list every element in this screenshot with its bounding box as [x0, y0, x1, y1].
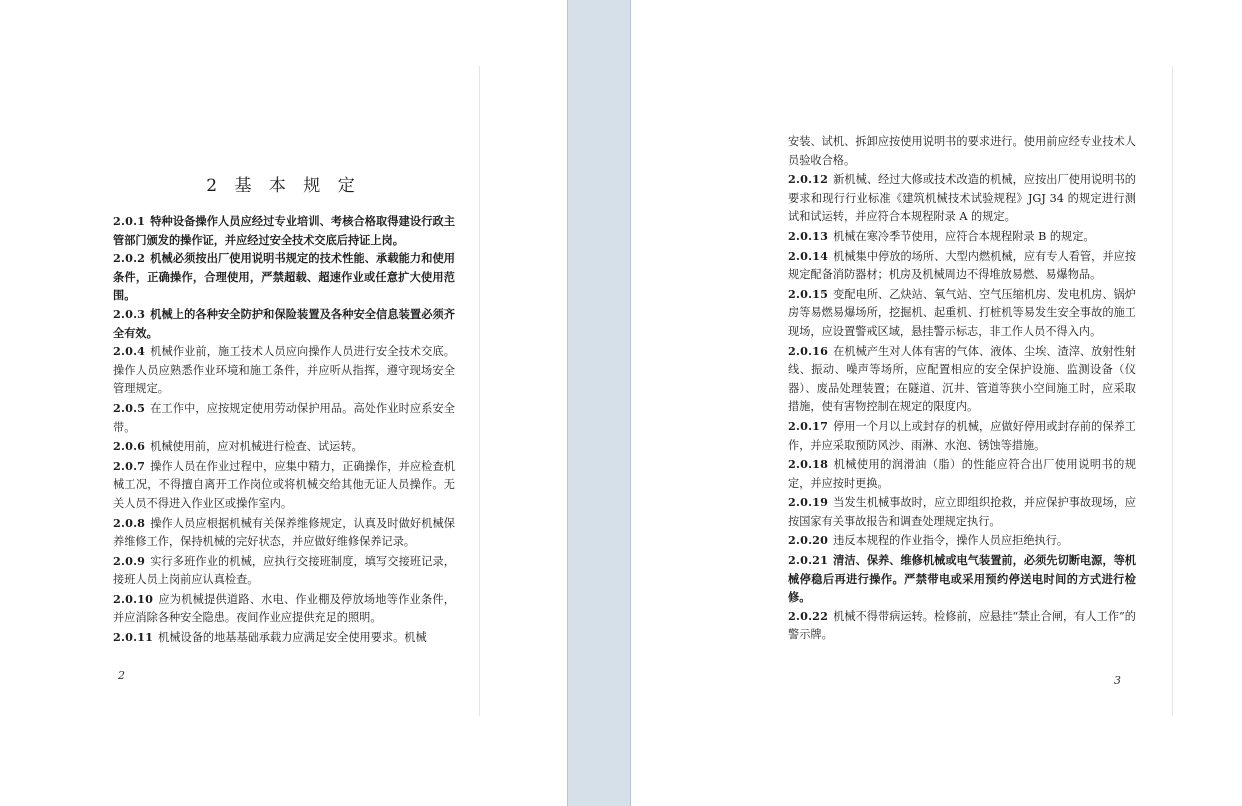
clause-text: 当发生机械事故时，应立即组织抢救，并应保护事故现场，应按国家有关事故报告和调查处理规定执行。	[788, 496, 1136, 528]
clause-text: 机械必须按出厂使用说明书规定的技术性能、承载能力和使用条件，正确操作，合理使用，严禁超载、超速作业或任意扩大使用范围。	[113, 251, 455, 303]
clause-2-0-10: 2.0.10 应为机械提供道路、水电、作业棚及停放场地等作业条件，并应消除各种安全隐患。夜间作业应提供充足的照明。	[113, 591, 455, 625]
clause-text: 机械作业前，施工技术人员应向操作人员进行安全技术交底。操作人员应熟悉作业环境和施工条件，并应听从指挥，遵守现场安全管理规定。	[113, 345, 455, 396]
chapter-heading: 2 基 本 规 定	[206, 176, 361, 196]
page-number-left: 2	[118, 669, 125, 682]
page-number-right: 3	[1114, 674, 1121, 687]
page-right	[631, 0, 1242, 806]
clause-2-0-13: 2.0.13 机械在寒冷季节使用，应符合本规程附录 B 的规定。	[788, 228, 1095, 243]
clause-2-0-18: 2.0.18 机械使用的润滑油（脂）的性能应符合出厂使用说明书的规定，并应按时更换。	[788, 457, 1136, 490]
clause-text: 机械使用前，应对机械进行检查、试运转。	[150, 440, 363, 454]
clause-text: 机械不得带病运转。检修前，应悬挂“禁止合闸，有人工作”的警示牌。	[788, 609, 1136, 642]
clause-2-0-15: 2.0.15 变配电所、乙炔站、氧气站、空气压缩机房、发电机房、锅炉房等易燃易爆场所，挖掘机、起重机、打桩机等易发生安全事故的施工现场，应设置警戒区域，悬挂警示标志，非工作人员不得入内。	[788, 286, 1136, 338]
clause-2-0-22: 2.0.22 机械不得带病运转。检修前，应悬挂“禁止合闸，有人工作”的警示牌。	[788, 608, 1136, 642]
page-left	[0, 0, 567, 806]
clause-2-0-6: 2.0.6 机械使用前，应对机械进行检查、试运转。	[113, 439, 363, 454]
viewer-gutter	[567, 0, 631, 806]
clause-text: 机械设备的地基基础承载力应满足安全使用要求。机械	[158, 631, 427, 645]
clause-text: 在工作中，应按规定使用劳动保护用品。高处作业时应系安全带。	[113, 401, 455, 434]
clause-2-0-4: 2.0.4 机械作业前，施工技术人员应向操作人员进行安全技术交底。操作人员应熟悉作业环境和施工条件，并应听从指挥，遵守现场安全管理规定。	[113, 344, 455, 396]
clause-2-0-2: 2.0.2 机械必须按出厂使用说明书规定的技术性能、承载能力和使用条件，正确操作，合理使用，严禁超载、超速作业或任意扩大使用范围。	[113, 251, 455, 303]
clause-text: 机械上的各种安全防护和保险装置及各种安全信息装置必须齐全有效。	[113, 306, 455, 340]
clause-2-0-5: 2.0.5 在工作中，应按规定使用劳动保护用品。高处作业时应系安全带。	[113, 400, 455, 434]
clause-text: 应为机械提供道路、水电、作业棚及停放场地等作业条件，并应消除各种安全隐患。夜间作业应提供充足的照明。	[113, 592, 455, 625]
clause-2-0-1: 2.0.1 特种设备操作人员应经过专业培训、考核合格取得建设行政主管部门颁发的操作证，并应经过安全技术交底后持证上岗。	[113, 214, 455, 247]
clause-text: 操作人员在作业过程中，应集中精力，正确操作，并应检查机械工况，不得擅自离开工作岗位或将机械交给其他无证人员操作。无关人员不得进入作业区或操作室内。	[113, 459, 455, 510]
clause-text: 违反本规程的作业指令，操作人员应拒绝执行。	[833, 534, 1069, 548]
clause-2-0-9: 2.0.9 实行多班作业的机械，应执行交接班制度，填写交接班记录，接班人员上岗前应认真检查。	[113, 553, 455, 587]
clause-2-0-3: 2.0.3 机械上的各种安全防护和保险装置及各种安全信息装置必须齐全有效。	[113, 306, 455, 340]
clause-2-0-11-continued: 安装、试机、拆卸应按使用说明书的要求进行。使用前应经专业技术人员验收合格。	[788, 135, 1136, 167]
clause-text: 操作人员应根据机械有关保养维修规定，认真及时做好机械保养维修工作，保持机械的完好状态，并应做好维修保养记录。	[113, 516, 455, 549]
clause-2-0-17: 2.0.17 停用一个月以上或封存的机械，应做好停用或封存前的保养工作，并应采取预防风沙、雨淋、水泡、锈蚀等措施。	[788, 418, 1136, 452]
clause-text: 机械在寒冷季节使用，应符合本规程附录 B 的规定。	[833, 229, 1095, 243]
clause-2-0-7: 2.0.7 操作人员在作业过程中，应集中精力，正确操作，并应检查机械工况，不得擅自离开工作岗位或将机械交给其他无证人员操作。无关人员不得进入作业区或操作室内。	[113, 458, 455, 510]
page-edge-line	[479, 66, 480, 716]
clause-2-0-21: 2.0.21 清洁、保养、维修机械或电气装置前，必须先切断电源，等机械停稳后再进行操作。严禁带电或采用预约停送电时间的方式进行检修。	[788, 553, 1136, 605]
clause-2-0-11: 2.0.11 机械设备的地基基础承载力应满足安全使用要求。机械	[113, 630, 427, 645]
clause-2-0-16: 2.0.16 在机械产生对人体有害的气体、液体、尘埃、渣滓、放射性射线、振动、噪声等场所，应配置相应的安全保护设施、监测设备（仪器）、废品处理装置；在隧道、沉井、管道等狭小空间施工时，应采取措施，使有害物控制在规定的限度内。	[788, 343, 1136, 414]
clause-2-0-14: 2.0.14 机械集中停放的场所、大型内燃机械，应有专人看管，并应按规定配备消防器材；机房及机械周边不得堆放易燃、易爆物品。	[788, 248, 1136, 282]
page-edge-line	[1172, 66, 1173, 716]
clause-text: 特种设备操作人员应经过专业培训、考核合格取得建设行政主管部门颁发的操作证，并应经过安全技术交底后持证上岗。	[113, 214, 455, 247]
clause-2-0-8: 2.0.8 操作人员应根据机械有关保养维修规定，认真及时做好机械保养维修工作，保持机械的完好状态，并应做好维修保养记录。	[113, 515, 455, 549]
clause-text: 在机械产生对人体有害的气体、液体、尘埃、渣滓、放射性射线、振动、噪声等场所，应配置相应的安全保护设施、监测设备（仪器）、废品处理装置；在隧道、沉井、管道等狭小空间施工时，应采取措施，使有害物控制在规定的限度内。	[788, 344, 1136, 414]
clause-text: 变配电所、乙炔站、氧气站、空气压缩机房、发电机房、锅炉房等易燃易爆场所，挖掘机、起重机、打桩机等易发生安全事故的施工现场，应设置警戒区域，悬挂警示标志，非工作人员不得入内。	[788, 287, 1136, 338]
clause-2-0-19: 2.0.19 当发生机械事故时，应立即组织抢救，并应保护事故现场，应按国家有关事故报告和调查处理规定执行。	[788, 495, 1136, 528]
right-page-body	[788, 133, 1136, 645]
clause-2-0-12: 2.0.12 新机械、经过大修或技术改造的机械，应按出厂使用说明书的要求和现行行业标准《建筑机械技术试验规程》JGJ 34 的规定进行测试和试运转，并应符合本规程附录 A 的规定。	[788, 172, 1136, 224]
clause-text: 停用一个月以上或封存的机械，应做好停用或封存前的保养工作，并应采取预防风沙、雨淋、水泡、锈蚀等措施。	[788, 419, 1136, 452]
clause-text: 新机械、经过大修或技术改造的机械，应按出厂使用说明书的要求和现行行业标准《建筑机械技术试验规程》JGJ 34 的规定进行测试和试运转，并应符合本规程附录 A 的规定。	[788, 173, 1136, 224]
clause-text: 实行多班作业的机械，应执行交接班制度，填写交接班记录，接班人员上岗前应认真检查。	[113, 554, 455, 587]
clause-2-0-20: 2.0.20 违反本规程的作业指令，操作人员应拒绝执行。	[788, 533, 1069, 548]
clause-text: 机械集中停放的场所、大型内燃机械，应有专人看管，并应按规定配备消防器材；机房及机械周边不得堆放易燃、易爆物品。	[788, 249, 1136, 282]
left-page-body	[113, 212, 455, 648]
clause-text: 机械使用的润滑油（脂）的性能应符合出厂使用说明书的规定，并应按时更换。	[788, 458, 1136, 490]
clause-text: 清洁、保养、维修机械或电气装置前，必须先切断电源，等机械停稳后再进行操作。严禁带电或采用预约停送电时间的方式进行检修。	[788, 553, 1136, 605]
